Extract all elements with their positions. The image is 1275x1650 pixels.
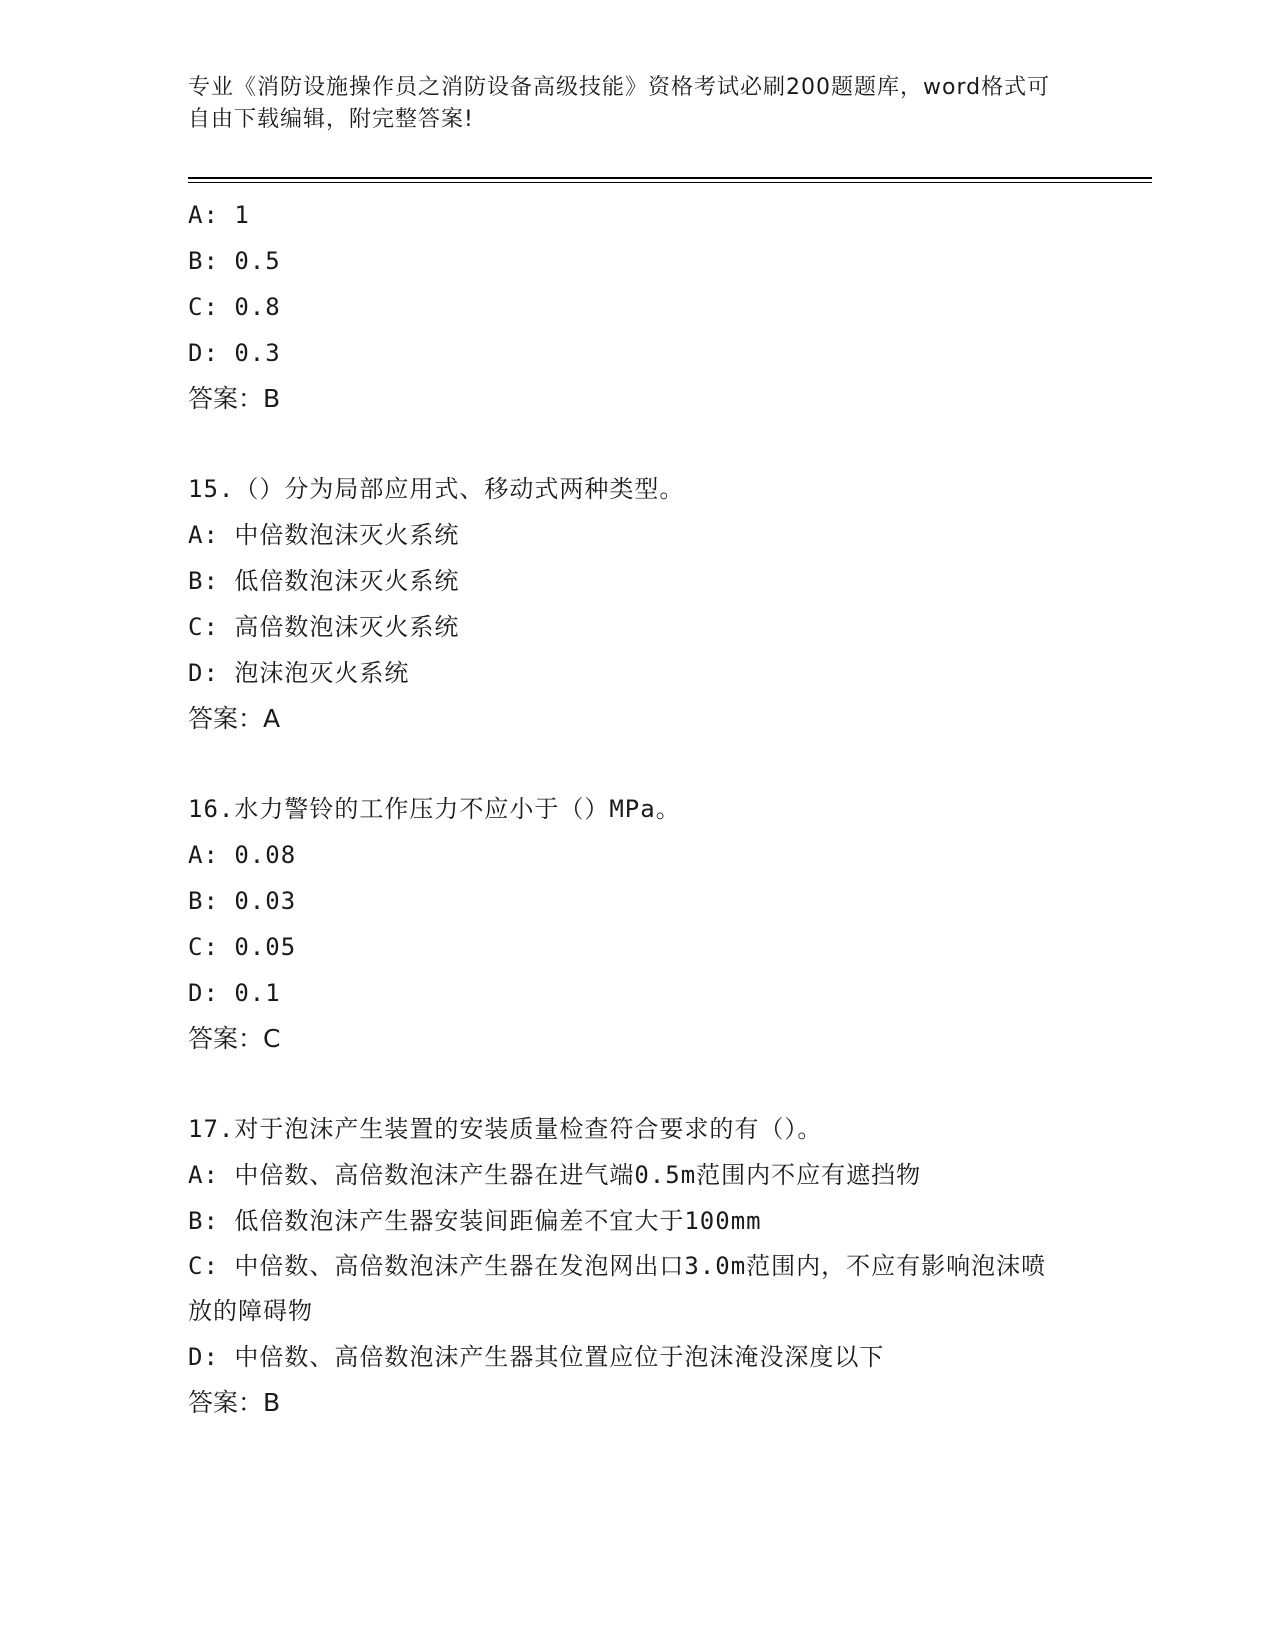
answer-label: 答案：A: [188, 704, 281, 733]
option-a: A: 中倍数、高倍数泡沫产生器在进气端0.5m范围内不应有遮挡物: [188, 1161, 922, 1189]
option-c: C: 高倍数泡沫灭火系统: [188, 613, 460, 641]
answer-label: 答案：B: [188, 384, 281, 413]
option-d: D: 泡沫泡灭火系统: [188, 659, 410, 687]
option-b: B: 低倍数泡沫灭火系统: [188, 567, 460, 595]
question-16-block: [188, 786, 1088, 1062]
question-17-block: [188, 1106, 1088, 1426]
header-divider-thin: [188, 182, 1152, 183]
document-header: 专业《消防设施操作员之消防设备高级技能》资格考试必刷200题题库，word格式可自由下载编辑，附完整答案!: [188, 75, 1051, 132]
option-a: A: 中倍数泡沫灭火系统: [188, 521, 460, 549]
option-b: B: 0.5: [188, 247, 281, 275]
option-b: B: 低倍数泡沫产生器安装间距偏差不宜大于100mm: [188, 1207, 762, 1235]
question-list: [188, 192, 1088, 1426]
option-d: D: 0.3: [188, 339, 281, 367]
option-d: D: 中倍数、高倍数泡沫产生器其位置应位于泡沫淹没深度以下: [188, 1343, 885, 1371]
option-c: C: 中倍数、高倍数泡沫产生器在发泡网出口3.0m范围内，不应有影响泡沫喷放的障碍物: [188, 1252, 1047, 1325]
option-c: C: 0.8: [188, 293, 281, 321]
question-text: 15.（）分为局部应用式、移动式两种类型。: [188, 475, 685, 503]
option-a: A: 0.08: [188, 841, 297, 869]
option-c: C: 0.05: [188, 933, 297, 961]
option-b: B: 0.03: [188, 887, 297, 915]
answer-label: 答案：B: [188, 1388, 281, 1417]
option-d: D: 0.1: [188, 979, 281, 1007]
question-text: 17.对于泡沫产生装置的安装质量检查符合要求的有（）。: [188, 1115, 823, 1143]
question-14-block: [188, 192, 1088, 422]
option-a: A: 1: [188, 201, 250, 229]
question-text: 16.水力警铃的工作压力不应小于（）MPa。: [188, 795, 681, 823]
header-divider-thick: [188, 177, 1152, 179]
answer-label: 答案：C: [188, 1024, 281, 1053]
question-15-block: [188, 466, 1088, 742]
